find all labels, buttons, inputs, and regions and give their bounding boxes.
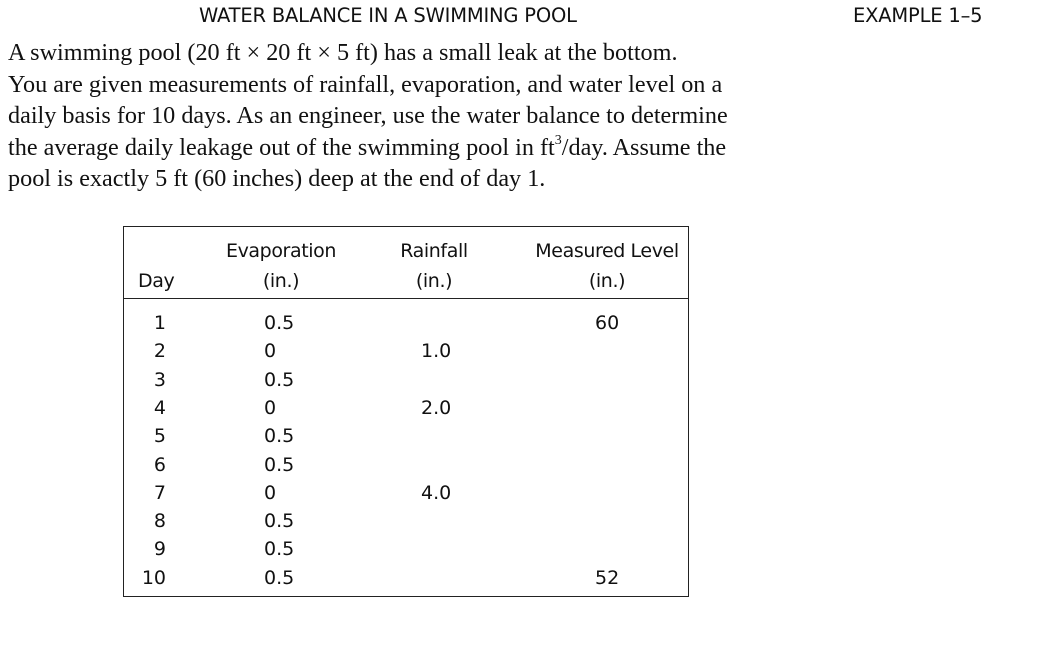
header-evaporation-unit: (in.) — [262, 270, 300, 292]
header-day: Day — [138, 270, 175, 292]
cell-evaporation: 0.5 — [264, 312, 295, 334]
cell-evaporation: 0.5 — [264, 510, 295, 533]
header-rainfall-unit: (in.) — [415, 270, 453, 292]
cell-rainfall: 4.0 — [421, 481, 452, 504]
header-divider — [124, 298, 688, 299]
cell-day: 2 — [153, 340, 166, 363]
example-label: EXAMPLE 1–5 — [853, 4, 983, 27]
superscript: 3 — [554, 132, 562, 148]
cell-evaporation: 0.5 — [264, 566, 295, 589]
data-table — [123, 226, 689, 597]
cell-measured-level: 52 — [595, 566, 620, 589]
problem-statement — [8, 37, 818, 195]
cell-rainfall: 2.0 — [421, 396, 452, 419]
problem-text: /day. Assume the — [561, 133, 727, 161]
cell-day: 9 — [153, 538, 166, 561]
cell-evaporation: 0 — [264, 396, 277, 419]
cell-evaporation: 0 — [264, 481, 277, 504]
problem-line: daily basis for 10 days. As an engineer, use the water balance to determine — [8, 102, 728, 130]
header-measured-level: Measured Level — [535, 240, 679, 262]
cell-evaporation: 0.5 — [264, 453, 295, 476]
cell-evaporation: 0 — [264, 340, 277, 363]
cell-day: 10 — [141, 566, 166, 589]
cell-evaporation: 0.5 — [264, 368, 295, 391]
cell-day: 5 — [153, 425, 166, 448]
cell-rainfall: 1.0 — [421, 340, 452, 363]
problem-line: pool is exactly 5 ft (60 inches) deep at the end of day 1. — [8, 165, 546, 193]
page-title: WATER BALANCE IN A SWIMMING POOL — [199, 4, 577, 27]
cell-day: 8 — [153, 510, 166, 533]
problem-line: You are given measurements of rainfall, evaporation, and water level on a — [8, 70, 723, 98]
cell-day: 7 — [153, 481, 166, 504]
cell-measured-level: 60 — [595, 312, 620, 334]
header-rainfall: Rainfall — [400, 240, 468, 262]
problem-text: the average daily leakage out of the swimming pool in ft — [8, 133, 555, 161]
cell-day: 6 — [153, 453, 166, 476]
cell-day: 4 — [153, 396, 166, 419]
cell-day: 1 — [153, 312, 166, 334]
cell-evaporation: 0.5 — [264, 425, 295, 448]
header-evaporation: Evaporation — [225, 240, 337, 262]
cell-evaporation: 0.5 — [264, 538, 295, 561]
problem-line — [8, 132, 818, 164]
problem-line: A swimming pool (20 ft × 20 ft × 5 ft) has a small leak at the bottom. — [8, 39, 678, 66]
cell-day: 3 — [153, 368, 166, 391]
header-measured-level-unit: (in.) — [588, 270, 626, 292]
